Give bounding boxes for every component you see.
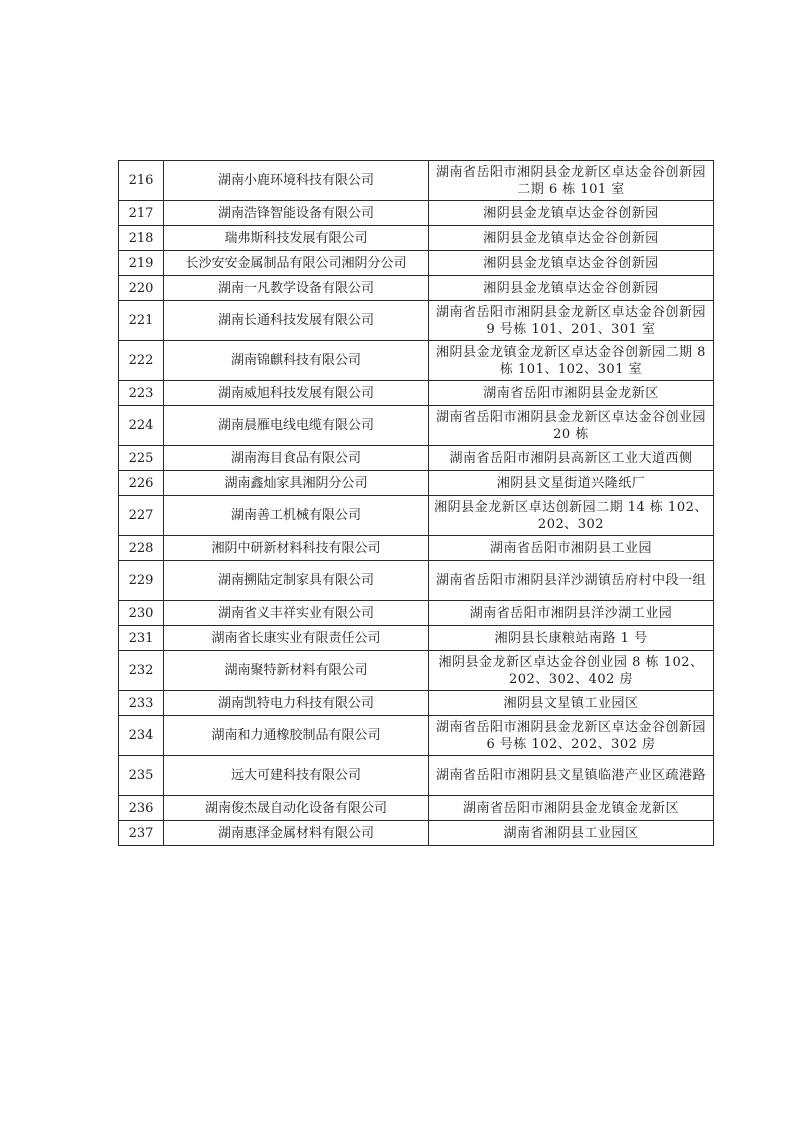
row-number: 224 — [119, 406, 164, 446]
table-body — [119, 161, 714, 846]
company-name: 湖南锦麒科技有限公司 — [164, 341, 429, 381]
row-number: 217 — [119, 201, 164, 226]
row-number: 218 — [119, 226, 164, 251]
company-name: 远大可建科技有限公司 — [164, 756, 429, 796]
company-address: 湖南省岳阳市湘阴县金龙新区 — [429, 381, 714, 406]
table-row — [119, 651, 714, 691]
company-name: 湖南小鹿环境科技有限公司 — [164, 161, 429, 201]
company-address: 湘阴县金龙新区卓达创新园二期 14 栋 102、202、302 — [429, 496, 714, 536]
company-name: 湖南凯特电力科技有限公司 — [164, 691, 429, 716]
table-row — [119, 276, 714, 301]
company-address: 湖南省岳阳市湘阴县金龙新区卓达金谷创业园 20 栋 — [429, 406, 714, 446]
row-number: 225 — [119, 446, 164, 471]
company-address: 湘阴县长康粮站南路 1 号 — [429, 626, 714, 651]
company-address: 湖南省岳阳市湘阴县工业园 — [429, 536, 714, 561]
table-row — [119, 601, 714, 626]
row-number: 230 — [119, 601, 164, 626]
table-row — [119, 201, 714, 226]
company-name: 湖南长通科技发展有限公司 — [164, 301, 429, 341]
company-address: 湘阴县金龙镇卓达金谷创新园 — [429, 276, 714, 301]
row-number: 237 — [119, 821, 164, 846]
company-name: 湖南威旭科技发展有限公司 — [164, 381, 429, 406]
company-address: 湖南省岳阳市湘阴县金龙新区卓达金谷创新园 6 号栋 102、202、302 房 — [429, 716, 714, 756]
company-address: 湖南省岳阳市湘阴县金龙镇金龙新区 — [429, 796, 714, 821]
company-address: 湘阴县文星街道兴隆纸厂 — [429, 471, 714, 496]
enterprise-list-table — [118, 160, 714, 846]
company-address: 湘阴县金龙镇卓达金谷创新园 — [429, 251, 714, 276]
company-name: 湖南惠泽金属材料有限公司 — [164, 821, 429, 846]
row-number: 235 — [119, 756, 164, 796]
table-row — [119, 796, 714, 821]
company-name: 湖南浩锋智能设备有限公司 — [164, 201, 429, 226]
company-address: 湖南省岳阳市湘阴县洋沙湖镇岳府村中段一组 — [429, 561, 714, 601]
company-name: 湘阴中研新材料科技有限公司 — [164, 536, 429, 561]
table-row — [119, 756, 714, 796]
company-name: 湖南海目食品有限公司 — [164, 446, 429, 471]
row-number: 226 — [119, 471, 164, 496]
table-row — [119, 406, 714, 446]
table-row — [119, 716, 714, 756]
company-name: 长沙安安金属制品有限公司湘阴分公司 — [164, 251, 429, 276]
row-number: 222 — [119, 341, 164, 381]
table-row — [119, 226, 714, 251]
row-number: 220 — [119, 276, 164, 301]
row-number: 233 — [119, 691, 164, 716]
row-number: 219 — [119, 251, 164, 276]
company-name: 湖南一凡教学设备有限公司 — [164, 276, 429, 301]
table-row — [119, 446, 714, 471]
company-address: 湖南省湘阴县工业园区 — [429, 821, 714, 846]
table-row — [119, 301, 714, 341]
row-number: 236 — [119, 796, 164, 821]
table-row — [119, 691, 714, 716]
row-number: 227 — [119, 496, 164, 536]
table-row — [119, 821, 714, 846]
row-number: 221 — [119, 301, 164, 341]
row-number: 229 — [119, 561, 164, 601]
company-name: 湖南和力通橡胶制品有限公司 — [164, 716, 429, 756]
company-name: 湖南俊杰晟自动化设备有限公司 — [164, 796, 429, 821]
company-address: 湖南省岳阳市湘阴县高新区工业大道西侧 — [429, 446, 714, 471]
company-name: 湖南善工机械有限公司 — [164, 496, 429, 536]
company-address: 湘阴县文星镇工业园区 — [429, 691, 714, 716]
company-name: 湖南省长康实业有限责任公司 — [164, 626, 429, 651]
table-row — [119, 496, 714, 536]
table-row — [119, 381, 714, 406]
company-name: 湖南鑫灿家具湘阴分公司 — [164, 471, 429, 496]
company-address: 湘阴县金龙新区卓达金谷创业园 8 栋 102、202、302、402 房 — [429, 651, 714, 691]
row-number: 234 — [119, 716, 164, 756]
company-address: 湖南省岳阳市湘阴县洋沙湖工业园 — [429, 601, 714, 626]
company-address: 湘阴县金龙镇卓达金谷创新园 — [429, 201, 714, 226]
table-row — [119, 471, 714, 496]
table-row — [119, 341, 714, 381]
row-number: 232 — [119, 651, 164, 691]
table-row — [119, 626, 714, 651]
company-address: 湖南省岳阳市湘阴县文星镇临港产业区疏港路 — [429, 756, 714, 796]
table-row — [119, 561, 714, 601]
row-number: 223 — [119, 381, 164, 406]
company-address: 湖南省岳阳市湘阴县金龙新区卓达金谷创新园二期 6 栋 101 室 — [429, 161, 714, 201]
row-number: 231 — [119, 626, 164, 651]
company-address: 湘阴县金龙镇卓达金谷创新园 — [429, 226, 714, 251]
company-name: 湖南晨雁电线电缆有限公司 — [164, 406, 429, 446]
company-name: 瑞弗斯科技发展有限公司 — [164, 226, 429, 251]
table-row — [119, 251, 714, 276]
table-row — [119, 161, 714, 201]
company-name: 湖南聚特新材料有限公司 — [164, 651, 429, 691]
company-address: 湖南省岳阳市湘阴县金龙新区卓达金谷创新园 9 号栋 101、201、301 室 — [429, 301, 714, 341]
row-number: 216 — [119, 161, 164, 201]
row-number: 228 — [119, 536, 164, 561]
company-name: 湖南搠陆定制家具有限公司 — [164, 561, 429, 601]
company-address: 湘阴县金龙镇金龙新区卓达金谷创新园二期 8 栋 101、102、301 室 — [429, 341, 714, 381]
table-row — [119, 536, 714, 561]
company-name: 湖南省义丰祥实业有限公司 — [164, 601, 429, 626]
